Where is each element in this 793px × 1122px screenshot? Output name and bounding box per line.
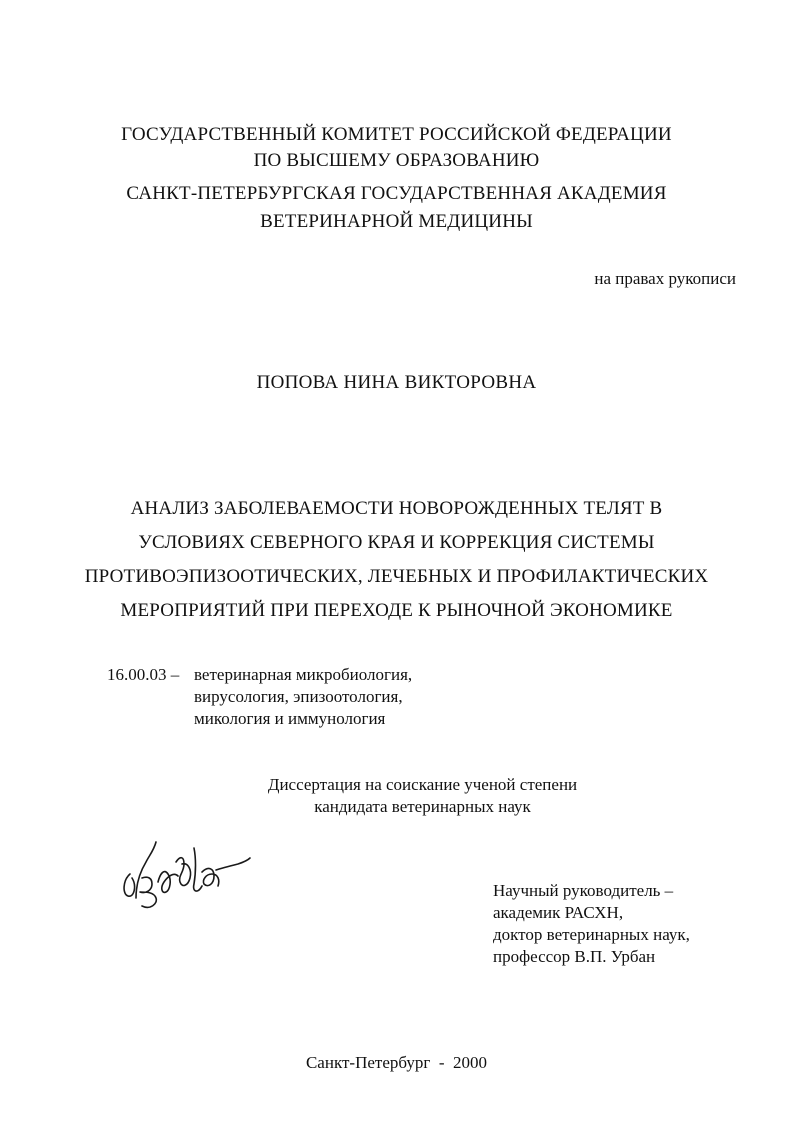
academy-heading	[0, 180, 793, 236]
degree-statement	[250, 774, 595, 818]
thesis-title-line: АНАЛИЗ ЗАБОЛЕВАЕМОСТИ НОВОРОЖДЕННЫХ ТЕЛЯТ В	[130, 498, 663, 519]
thesis-title-line: МЕРОПРИЯТИЙ ПРИ ПЕРЕХОДЕ К РЫНОЧНОЙ ЭКОНОМИКЕ	[120, 600, 673, 621]
specialty-line: вирусология, эпизоотология,	[194, 687, 403, 706]
supervisor-line: профессор В.П. Урбан	[493, 947, 656, 966]
supervisor-block	[493, 880, 690, 968]
specialty-code: 16.00.03 –	[107, 665, 180, 684]
supervisor-line: академик РАСХН,	[493, 903, 624, 922]
thesis-title	[0, 492, 793, 628]
degree-line: Диссертация на соискание ученой степени	[267, 775, 578, 794]
committee-heading	[0, 122, 793, 174]
academy-line: САНКТ-ПЕТЕРБУРГСКАЯ ГОСУДАРСТВЕННАЯ АКАДЕМИЯ	[126, 183, 667, 204]
manuscript-note: на правах рукописи	[594, 269, 736, 288]
author-name: ПОПОВА НИНА ВИКТОРОВНА	[256, 372, 537, 393]
committee-line: ПО ВЫСШЕМУ ОБРАЗОВАНИЮ	[253, 150, 540, 171]
specialty-line: микология и иммунология	[194, 709, 386, 728]
supervisor-line: Научный руководитель –	[493, 881, 674, 900]
supervisor-line: доктор ветеринарных наук,	[493, 925, 690, 944]
place-and-year: Санкт-Петербург - 2000	[305, 1053, 488, 1072]
academy-line: ВЕТЕРИНАРНОЙ МЕДИЦИНЫ	[260, 211, 533, 232]
handwritten-signature	[118, 832, 253, 914]
specialty-line: ветеринарная микробиология,	[194, 665, 413, 684]
degree-line: кандидата ветеринарных наук	[314, 797, 531, 816]
thesis-title-line: УСЛОВИЯХ СЕВЕРНОГО КРАЯ И КОРРЕКЦИЯ СИСТЕМЫ	[138, 532, 655, 553]
committee-line: ГОСУДАРСТВЕННЫЙ КОМИТЕТ РОССИЙСКОЙ ФЕДЕРАЦИИ	[121, 124, 672, 145]
specialty-description	[194, 664, 412, 730]
thesis-title-line: ПРОТИВОЭПИЗООТИЧЕСКИХ, ЛЕЧЕБНЫХ И ПРОФИЛАКТИЧЕСКИХ	[84, 566, 709, 587]
